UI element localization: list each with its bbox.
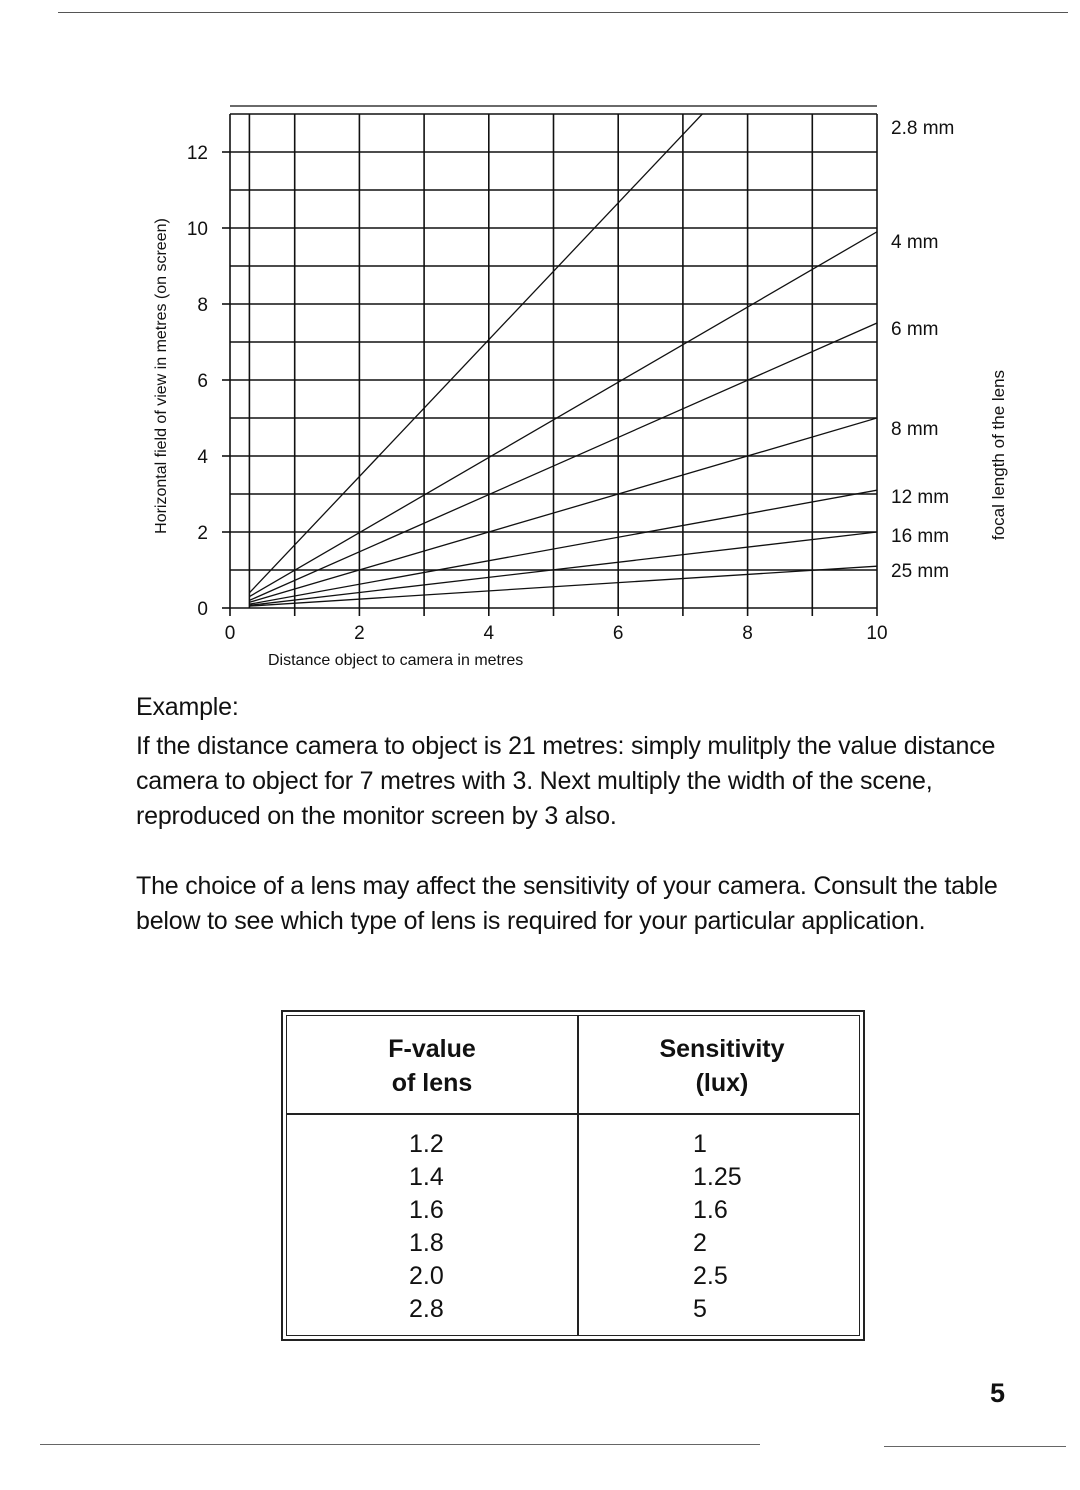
example-paragraph: If the distance camera to object is 21 metres: simply mulitply the value distance camera to object for 7 metres with 3. Next multiply the width of the scene, reproduced on the monitor screen by 3 also. bbox=[136, 732, 996, 830]
table-cell-f: 2.0 bbox=[409, 1262, 444, 1290]
right-axis-label: focal length of the lens bbox=[989, 369, 1008, 541]
table-cell-sensitivity: 5 bbox=[693, 1295, 707, 1323]
table-cell-sensitivity: 2.5 bbox=[693, 1262, 728, 1290]
f-value-column bbox=[409, 1128, 444, 1326]
header-sensitivity bbox=[577, 1032, 867, 1100]
y-tick-label: 6 bbox=[197, 371, 208, 392]
x-tick-label: 0 bbox=[224, 623, 236, 644]
y-tick-label: 10 bbox=[186, 219, 208, 240]
y-tick-label: 8 bbox=[197, 295, 208, 316]
header-sensitivity-line1: Sensitivity bbox=[659, 1035, 785, 1063]
page-number: 5 bbox=[990, 1378, 1006, 1408]
table-cell-f: 2.8 bbox=[409, 1295, 444, 1323]
x-tick-label: 10 bbox=[866, 623, 888, 644]
table-cell-sensitivity: 2 bbox=[693, 1229, 707, 1257]
table-cell-sensitivity: 1 bbox=[693, 1130, 707, 1158]
y-axis-label: Horizontal field of view in metres (on screen) bbox=[153, 218, 170, 534]
table-cell-sensitivity: 1.6 bbox=[693, 1196, 728, 1224]
series-label: 12 mm bbox=[891, 487, 950, 508]
x-tick-label: 4 bbox=[483, 623, 495, 644]
lens-sensitivity-table bbox=[281, 1010, 865, 1341]
x-tick-label: 2 bbox=[354, 623, 365, 644]
table-cell-f: 1.4 bbox=[409, 1163, 444, 1191]
sensitivity-column bbox=[693, 1128, 742, 1326]
series-line bbox=[249, 566, 877, 606]
series-line bbox=[249, 323, 877, 600]
header-f-value-line2: of lens bbox=[391, 1069, 473, 1097]
y-tick-label: 4 bbox=[197, 447, 208, 468]
series-line bbox=[249, 490, 877, 604]
header-sensitivity-line2: (lux) bbox=[695, 1069, 749, 1097]
bottom-rule bbox=[40, 1444, 760, 1445]
series-label: 4 mm bbox=[891, 232, 939, 253]
table-cell-sensitivity: 1.25 bbox=[693, 1163, 742, 1191]
table-cell-f: 1.2 bbox=[409, 1130, 444, 1158]
series-line bbox=[249, 532, 877, 605]
bottom-rule-right bbox=[884, 1446, 1066, 1447]
table-cell-f: 1.8 bbox=[409, 1229, 444, 1257]
example-title: Example: bbox=[136, 693, 239, 721]
y-tick-label: 2 bbox=[197, 523, 208, 544]
lens-note-paragraph: The choice of a lens may affect the sensitivity of your camera. Consult the table below to see which type of lens is required for your particular application. bbox=[136, 872, 998, 935]
focal-length-chart bbox=[0, 0, 1080, 680]
header-f-value bbox=[287, 1032, 577, 1100]
series-label: 25 mm bbox=[891, 561, 950, 582]
series-line bbox=[249, 114, 702, 593]
series-line bbox=[249, 232, 877, 597]
x-tick-label: 6 bbox=[612, 623, 624, 644]
y-tick-label: 12 bbox=[186, 143, 208, 164]
header-divider bbox=[287, 1113, 859, 1115]
y-tick-label: 0 bbox=[197, 599, 208, 620]
header-f-value-line1: F-value bbox=[388, 1035, 476, 1063]
series-label: 2.8 mm bbox=[891, 118, 955, 139]
series-line bbox=[249, 418, 877, 602]
x-axis-label: Distance object to camera in metres bbox=[268, 652, 524, 669]
series-label: 6 mm bbox=[891, 319, 939, 340]
series-label: 8 mm bbox=[891, 419, 939, 440]
x-tick-label: 8 bbox=[742, 623, 753, 644]
series-label: 16 mm bbox=[891, 526, 950, 547]
table-cell-f: 1.6 bbox=[409, 1196, 444, 1224]
